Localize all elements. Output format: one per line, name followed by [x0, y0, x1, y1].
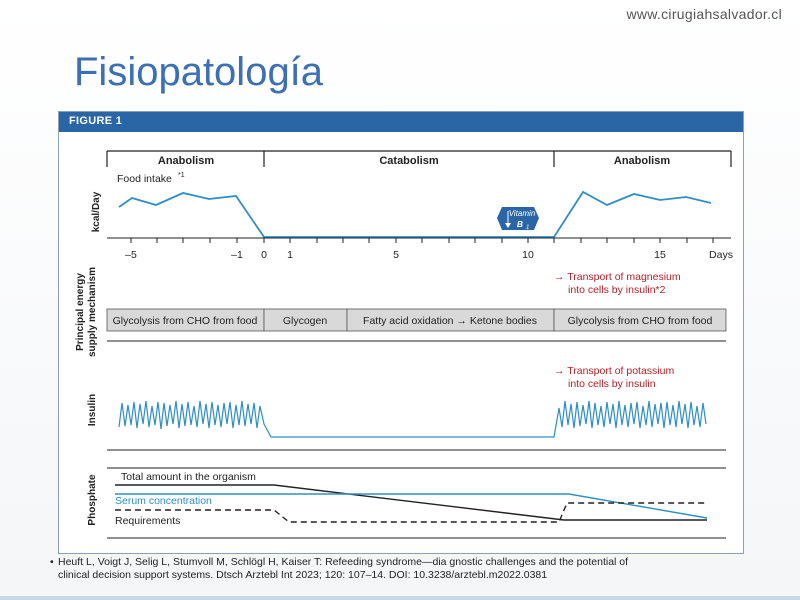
day-tick-label: –5: [125, 249, 137, 261]
row-label-energy-1: Principal energy: [75, 273, 86, 351]
day-tick-label: 5: [393, 249, 399, 261]
days-axis-label: Days: [709, 249, 733, 261]
day-tick-label: 1: [287, 249, 293, 261]
energy-box-label: Fatty acid oxidation → Ketone bodies: [363, 315, 537, 327]
day-tick-label: –1: [231, 249, 243, 261]
slide-title: Fisiopatología: [74, 50, 324, 94]
potassium-note-1: → Transport of potassium: [554, 365, 675, 377]
row-label-kcal: kcal/Day: [91, 191, 102, 233]
potassium-note-2: into cells by insulin: [568, 378, 656, 390]
insulin-curve: [119, 401, 706, 437]
vitamin-subscript: 1: [526, 225, 530, 231]
phosphate-serum-label: Serum concentration: [115, 495, 212, 507]
citation-line-1: Heuft L, Voigt J, Selig L, Stumvoll M, Schlögl H, Kaiser T: Refeeding syndrome—dia gnostic challenges and the potential of: [58, 556, 629, 568]
refeeding-diagram: [59, 112, 744, 554]
day-tick-label: 15: [654, 249, 666, 261]
row-label-insulin: Insulin: [87, 393, 98, 427]
figure-label: FIGURE 1: [69, 115, 123, 127]
food-intake-footnote: *1: [178, 172, 185, 179]
phase-anabolism-1: Anabolism: [157, 155, 215, 167]
food-intake-curve: [119, 192, 711, 237]
citation-line-2: clinical decision support systems. Dtsch Arztebl Int 2023; 120: 107–14. DOI: 10.3238/arztebl.m2022.0381: [58, 569, 548, 581]
citation: [50, 556, 758, 582]
magnesium-note-2: into cells by insulin*2: [568, 284, 666, 296]
phosphate-total-label: Total amount in the organism: [121, 471, 256, 483]
food-intake-label: Food intake: [117, 173, 172, 185]
day-tick-label: 0: [261, 249, 267, 261]
slide-bottom-line: [0, 596, 800, 600]
vitamin-label: Vitamin: [508, 209, 536, 218]
magnesium-note-1: → Transport of magnesium: [554, 271, 681, 283]
energy-box-label: Glycolysis from CHO from food: [567, 315, 713, 327]
phosphate-requirements-label: Requirements: [115, 515, 181, 527]
energy-box-label: Glycogen: [282, 315, 328, 327]
phase-catabolism: Catabolism: [379, 155, 439, 167]
energy-box-label: Glycolysis from CHO from food: [112, 315, 258, 327]
row-label-phosphate: Phosphate: [87, 474, 98, 526]
figure-panel: [58, 111, 744, 554]
phase-anabolism-2: Anabolism: [613, 155, 671, 167]
vitamin-b-letter: B: [516, 219, 524, 229]
site-url: www.cirugiahsalvador.cl: [626, 6, 782, 22]
day-tick-label: 10: [522, 249, 534, 261]
row-label-energy-2: supply mechanism: [87, 266, 98, 358]
day-ticks: [131, 238, 713, 243]
citation-bullet: •: [50, 556, 54, 568]
